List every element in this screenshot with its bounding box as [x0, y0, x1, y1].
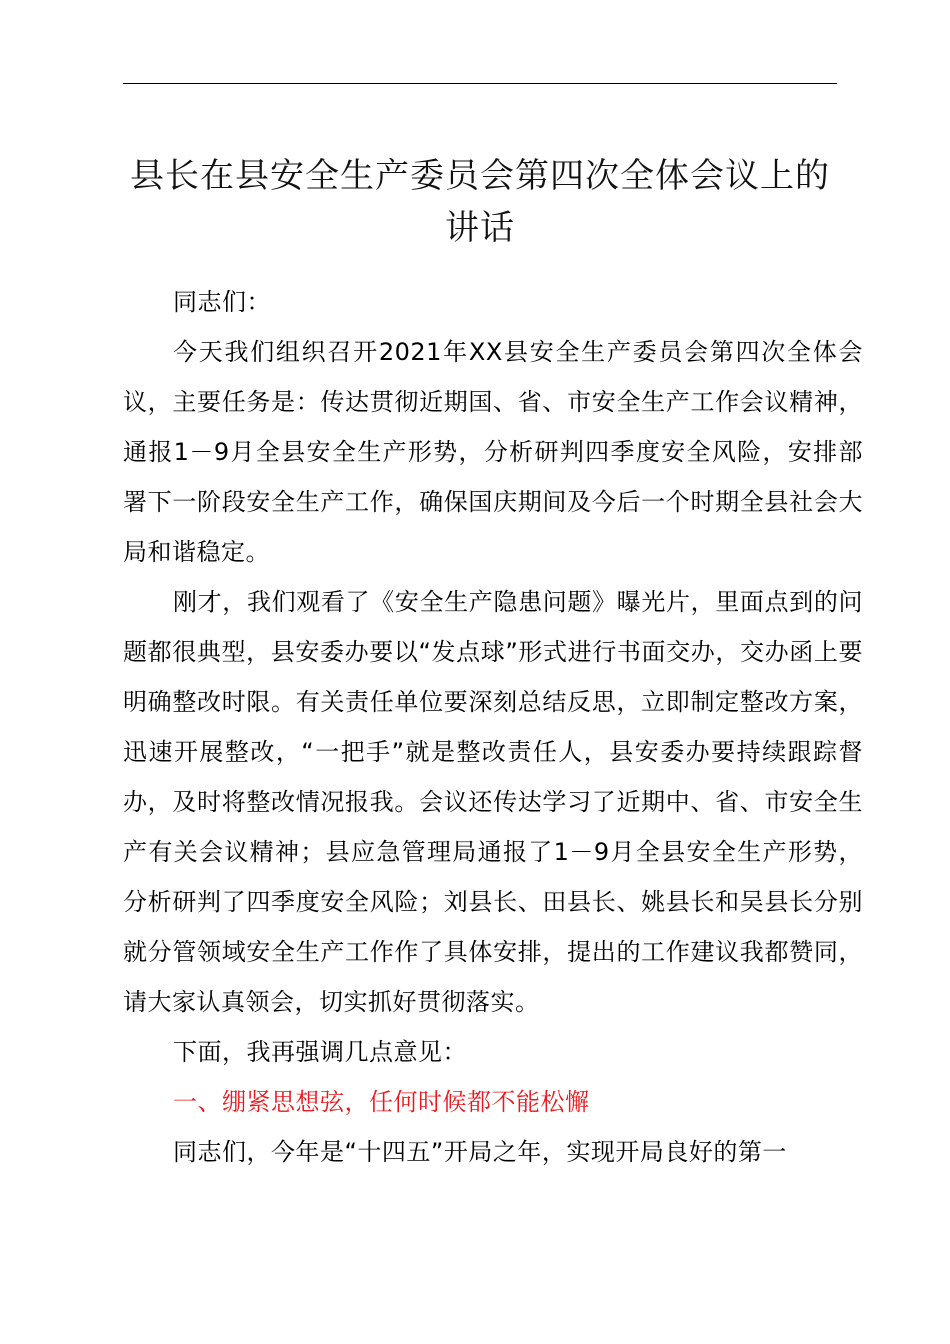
- header-rule: [123, 83, 837, 84]
- section-heading: 一、绷紧思想弦，任何时候都不能松懈: [173, 1088, 590, 1116]
- paragraph-4: 同志们，今年是“十四五”开局之年，实现开局良好的第一: [173, 1138, 787, 1166]
- paragraph-3: 下面，我再强调几点意见：: [173, 1038, 467, 1066]
- document-body: [123, 277, 863, 1177]
- document-title: [110, 150, 850, 254]
- title-line-1: 县长在县安全生产委员会第四次全体会议上的: [130, 156, 830, 196]
- salutation: 同志们：: [173, 288, 271, 316]
- paragraph-2: 刚才，我们观看了《安全生产隐患问题》曝光片，里面点到的问题都很典型，县安委办要以“发点球”形式进行书面交办，交办函上要明确整改时限。有关责任单位要深刻总结反思，立即制定整改方案，迅速开展整改，“一把手”就是整改责任人，县安委办要持续跟踪督办，及时将整改情况报我。会议还传达学习了近期中、省、市安全生产有关会议精神；县应急管理局通报了1－9月全县安全生产形势，分析研判了四季度安全风险；刘县长、田县长、姚县长和吴县长分别就分管领域安全生产工作作了具体安排，提出的工作建议我都赞同，请大家认真领会，切实抓好贯彻落实。: [123, 588, 863, 1016]
- paragraph-1: 今天我们组织召开2021年XX县安全生产委员会第四次全体会议，主要任务是：传达贯彻近期国、省、市安全生产工作会议精神，通报1－9月全县安全生产形势，分析研判四季度安全风险，安排部署下一阶段安全生产工作，确保国庆期间及今后一个时期全县社会大局和谐稳定。: [123, 338, 863, 566]
- title-line-2: 讲话: [445, 208, 515, 248]
